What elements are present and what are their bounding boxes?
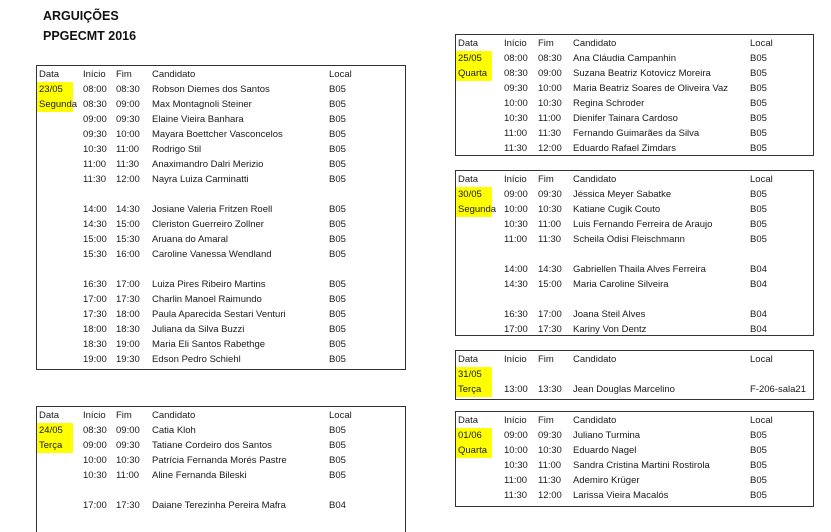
table-row	[456, 307, 813, 322]
table-row	[37, 112, 405, 127]
candidate-name: Juliana da Silva Buzzi	[152, 324, 245, 335]
start-time: 16:30	[83, 279, 107, 290]
schedule-table-2305	[36, 65, 406, 370]
end-time: 09:30	[538, 430, 562, 441]
table-header	[456, 36, 813, 51]
candidate-name: Catia Kloh	[152, 425, 196, 436]
schedule-table-3105	[455, 350, 814, 400]
end-time: 11:00	[116, 144, 140, 155]
table-header	[456, 413, 813, 428]
start-time: 17:30	[83, 309, 107, 320]
candidate-name: Maria Caroline Silveira	[573, 279, 669, 290]
table-header	[456, 172, 813, 187]
end-time: 08:30	[538, 53, 562, 64]
location: B05	[329, 129, 346, 140]
date-label: 23/05	[37, 82, 73, 97]
location: B04	[329, 500, 346, 511]
header-candidato: Candidato	[573, 354, 617, 365]
candidate-name: Gabriellen Thaila Alves Ferreira	[573, 264, 706, 275]
table-row	[456, 488, 813, 503]
table-row	[37, 172, 405, 187]
header-data: Data	[39, 69, 60, 80]
end-time: 08:30	[116, 84, 140, 95]
end-time: 11:30	[116, 159, 140, 170]
table-row	[456, 277, 813, 292]
table-row	[456, 126, 813, 141]
candidate-name: Sandra Cristina Martini Rostirola	[573, 460, 710, 471]
candidate-name: Edson Pedro Schiehl	[152, 354, 241, 365]
title-line-1: ARGUIÇÕES	[43, 9, 119, 23]
table-row	[37, 423, 405, 438]
end-time: 11:00	[538, 460, 562, 471]
table-row	[37, 142, 405, 157]
location: B05	[329, 470, 346, 481]
candidate-name: Charlin Manoel Raimundo	[152, 294, 262, 305]
date-row	[456, 367, 813, 382]
end-time: 19:00	[116, 339, 140, 350]
table-row	[37, 307, 405, 322]
start-time: 10:00	[504, 98, 528, 109]
start-time: 18:30	[83, 339, 107, 350]
end-time: 16:00	[116, 249, 140, 260]
location: B05	[750, 234, 767, 245]
header-candidato: Candidato	[573, 174, 617, 185]
location: B05	[329, 249, 346, 260]
candidate-name: Max Montagnoli Steiner	[152, 99, 252, 110]
header-local: Local	[750, 415, 773, 426]
table-row	[456, 111, 813, 126]
candidate-name: Scheila Odisi Fleischmann	[573, 234, 685, 245]
weekday-label: Segunda	[458, 204, 497, 215]
location: B05	[750, 430, 767, 441]
header-fim: Fim	[116, 410, 132, 421]
header-inicio: Início	[83, 69, 106, 80]
location: B05	[329, 440, 346, 451]
table-row	[37, 157, 405, 172]
date-label: 31/05	[456, 367, 492, 382]
candidate-name: Jéssica Meyer Sabatke	[573, 189, 672, 200]
table-row	[456, 382, 813, 397]
start-time: 15:00	[83, 234, 107, 245]
candidate-name: Robson Diemes dos Santos	[152, 84, 270, 95]
candidate-name: Joana Steil Alves	[573, 309, 646, 320]
candidate-name: Anaximandro Dalri Merizio	[152, 159, 264, 170]
end-time: 10:30	[538, 98, 562, 109]
end-time: 13:30	[538, 384, 562, 395]
end-time: 17:30	[538, 324, 562, 335]
location: B05	[329, 144, 346, 155]
table-row	[37, 217, 405, 232]
location: B05	[329, 99, 346, 110]
table-row	[37, 247, 405, 262]
start-time: 10:00	[504, 204, 528, 215]
start-time: 17:00	[83, 294, 107, 305]
candidate-name: Suzana Beatriz Kotovicz Moreira	[573, 68, 711, 79]
spacer-row	[456, 292, 813, 307]
candidate-name: Maria Eli Santos Rabethge	[152, 339, 266, 350]
table-row	[456, 141, 813, 156]
table-row	[37, 468, 405, 483]
location: B05	[329, 159, 346, 170]
table-row	[456, 428, 813, 443]
end-time: 15:00	[116, 219, 140, 230]
candidate-name: Luiza Pires Ribeiro Martins	[152, 279, 266, 290]
candidate-name: Ana Cláudia Campanhin	[573, 53, 676, 64]
header-data: Data	[458, 415, 479, 426]
start-time: 11:30	[83, 174, 107, 185]
start-time: 13:00	[504, 384, 528, 395]
location: B05	[750, 490, 767, 501]
start-time: 09:00	[83, 440, 107, 451]
location: B05	[329, 114, 346, 125]
end-time: 15:30	[116, 234, 140, 245]
date-label: 24/05	[37, 423, 73, 438]
header-candidato: Candidato	[152, 69, 196, 80]
spacer-row	[37, 187, 405, 202]
start-time: 14:00	[504, 264, 528, 275]
end-time: 17:30	[116, 500, 140, 511]
table-row	[37, 292, 405, 307]
candidate-name: Tatiane Cordeiro dos Santos	[152, 440, 272, 451]
end-time: 12:00	[116, 174, 140, 185]
header-fim: Fim	[538, 174, 554, 185]
header-candidato: Candidato	[573, 415, 617, 426]
end-time: 10:00	[116, 129, 140, 140]
table-row	[37, 97, 405, 112]
candidate-name: Elaine Vieira Banhara	[152, 114, 244, 125]
schedule-table-2405	[36, 406, 406, 532]
end-time: 11:00	[116, 470, 140, 481]
table-header	[37, 67, 405, 82]
start-time: 09:00	[504, 430, 528, 441]
header-data: Data	[39, 410, 60, 421]
candidate-name: Ademiro Krüger	[573, 475, 640, 486]
start-time: 10:00	[83, 455, 107, 466]
end-time: 09:30	[116, 440, 140, 451]
location: B05	[329, 84, 346, 95]
location: B05	[750, 83, 767, 94]
date-label: 30/05	[456, 187, 492, 202]
location: B05	[329, 339, 346, 350]
end-time: 09:00	[116, 425, 140, 436]
location: B05	[329, 294, 346, 305]
header-fim: Fim	[538, 354, 554, 365]
start-time: 10:30	[504, 219, 528, 230]
table-row	[37, 277, 405, 292]
end-time: 12:00	[538, 490, 562, 501]
spacer-row	[37, 483, 405, 498]
header-inicio: Início	[504, 415, 527, 426]
table-row	[456, 322, 813, 336]
candidate-name: Daiane Terezinha Pereira Mafra	[152, 500, 286, 511]
end-time: 17:30	[116, 294, 140, 305]
location: B05	[329, 279, 346, 290]
start-time: 16:30	[504, 309, 528, 320]
candidate-name: Josiane Valeria Fritzen Roell	[152, 204, 273, 215]
table-row	[37, 453, 405, 468]
candidate-name: Eduardo Nagel	[573, 445, 637, 456]
table-row	[456, 217, 813, 232]
weekday-label: Terça	[37, 438, 73, 453]
table-row	[456, 262, 813, 277]
end-time: 19:30	[116, 354, 140, 365]
start-time: 11:00	[504, 234, 528, 245]
start-time: 10:00	[504, 445, 528, 456]
location: B05	[750, 53, 767, 64]
table-row	[456, 187, 813, 202]
header-fim: Fim	[538, 415, 554, 426]
table-row	[456, 458, 813, 473]
header-data: Data	[458, 174, 479, 185]
table-row	[37, 498, 405, 513]
start-time: 09:00	[504, 189, 528, 200]
location: B04	[750, 279, 767, 290]
end-time: 09:00	[538, 68, 562, 79]
weekday-label: Quarta	[456, 66, 492, 81]
location: B05	[329, 455, 346, 466]
end-time: 15:00	[538, 279, 562, 290]
date-label: 01/06	[456, 428, 492, 443]
start-time: 09:30	[504, 83, 528, 94]
table-row	[456, 202, 813, 217]
candidate-name: Rodrigo Stil	[152, 144, 202, 155]
header-fim: Fim	[116, 69, 132, 80]
location: B04	[750, 309, 767, 320]
candidate-name: Kariny Von Dentz	[573, 324, 647, 335]
spacer-row	[37, 262, 405, 277]
candidate-name: Cleriston Guerreiro Zollner	[152, 219, 264, 230]
candidate-name: Aline Fernanda Bileski	[152, 470, 247, 481]
candidate-name: Katiane Cugik Couto	[573, 204, 661, 215]
location: B05	[329, 234, 346, 245]
header-data: Data	[458, 354, 479, 365]
start-time: 10:30	[83, 144, 107, 155]
location: B05	[750, 445, 767, 456]
end-time: 14:30	[538, 264, 562, 275]
date-label: 25/05	[456, 51, 492, 66]
start-time: 18:00	[83, 324, 107, 335]
end-time: 11:30	[538, 128, 562, 139]
end-time: 10:00	[538, 83, 562, 94]
table-row	[37, 352, 405, 367]
location: B04	[750, 324, 767, 335]
start-time: 19:00	[83, 354, 107, 365]
start-time: 11:00	[504, 128, 528, 139]
table-row	[456, 81, 813, 96]
end-time: 11:00	[538, 219, 562, 230]
location: B05	[750, 98, 767, 109]
candidate-name: Patrícia Fernanda Morés Pastre	[152, 455, 287, 466]
start-time: 10:30	[83, 470, 107, 481]
schedule-table-0106	[455, 411, 814, 507]
start-time: 11:30	[504, 490, 528, 501]
end-time: 10:30	[538, 204, 562, 215]
start-time: 08:00	[83, 84, 107, 95]
location: B05	[329, 425, 346, 436]
start-time: 15:30	[83, 249, 107, 260]
candidate-name: Maria Beatriz Soares de Oliveira Vaz	[573, 83, 729, 94]
candidate-name: Nayra Luiza Carminatti	[152, 174, 249, 185]
end-time: 17:00	[538, 309, 562, 320]
weekday-label: Segunda	[39, 99, 78, 110]
end-time: 17:00	[116, 279, 140, 290]
schedule-table-2505	[455, 34, 814, 156]
end-time: 09:00	[116, 99, 140, 110]
location: B05	[750, 460, 767, 471]
candidate-name: Fernando Guimarães da Silva	[573, 128, 700, 139]
table-row	[37, 82, 405, 97]
header-local: Local	[329, 69, 352, 80]
start-time: 08:30	[83, 99, 107, 110]
candidate-name: Aruana do Amaral	[152, 234, 229, 245]
location: B05	[750, 189, 767, 200]
header-inicio: Início	[504, 174, 527, 185]
end-time: 09:30	[538, 189, 562, 200]
start-time: 14:00	[83, 204, 107, 215]
end-time: 12:00	[538, 143, 562, 154]
start-time: 10:30	[504, 460, 528, 471]
table-row	[37, 438, 405, 453]
location: B05	[750, 113, 767, 124]
candidate-name: Dienifer Tainara Cardoso	[573, 113, 678, 124]
start-time: 08:00	[504, 53, 528, 64]
schedule-table-3005	[455, 170, 814, 336]
start-time: 08:30	[83, 425, 107, 436]
end-time: 18:00	[116, 309, 140, 320]
start-time: 11:00	[83, 159, 107, 170]
end-time: 14:30	[116, 204, 140, 215]
start-time: 14:30	[504, 279, 528, 290]
header-data: Data	[458, 38, 479, 49]
location: B04	[750, 264, 767, 275]
header-local: Local	[750, 38, 773, 49]
table-row	[37, 337, 405, 352]
location: B05	[750, 68, 767, 79]
header-candidato: Candidato	[152, 410, 196, 421]
end-time: 11:30	[538, 234, 562, 245]
start-time: 09:00	[83, 114, 107, 125]
end-time: 18:30	[116, 324, 140, 335]
spacer-row	[456, 247, 813, 262]
location: F-206-sala21	[750, 384, 806, 395]
header-local: Local	[750, 174, 773, 185]
candidate-name: Regina Schroder	[573, 98, 645, 109]
candidate-name: Jean Douglas Marcelino	[573, 384, 675, 395]
location: B05	[750, 204, 767, 215]
table-row	[456, 473, 813, 488]
location: B05	[329, 204, 346, 215]
table-row	[456, 232, 813, 247]
table-row	[37, 232, 405, 247]
location: B05	[329, 174, 346, 185]
candidate-name: Juliano Turmina	[573, 430, 641, 441]
start-time: 17:00	[83, 500, 107, 511]
start-time: 10:30	[504, 113, 528, 124]
table-row	[456, 66, 813, 81]
header-inicio: Início	[504, 38, 527, 49]
end-time: 11:00	[538, 113, 562, 124]
end-time: 09:30	[116, 114, 140, 125]
header-inicio: Início	[83, 410, 106, 421]
end-time: 11:30	[538, 475, 562, 486]
start-time: 08:30	[504, 68, 528, 79]
location: B05	[329, 324, 346, 335]
end-time: 10:30	[538, 445, 562, 456]
start-time: 17:00	[504, 324, 528, 335]
table-row	[456, 443, 813, 458]
location: B05	[750, 143, 767, 154]
header-local: Local	[750, 354, 773, 365]
table-row	[37, 127, 405, 142]
header-inicio: Início	[504, 354, 527, 365]
title-line-2: PPGECMT 2016	[43, 29, 137, 43]
table-row	[37, 322, 405, 337]
table-row	[456, 51, 813, 66]
location: B05	[329, 219, 346, 230]
location: B05	[750, 128, 767, 139]
weekday-label: Quarta	[456, 443, 492, 458]
candidate-name: Paula Aparecida Sestari Venturi	[152, 309, 286, 320]
header-local: Local	[329, 410, 352, 421]
header-candidato: Candidato	[573, 38, 617, 49]
location: B05	[750, 219, 767, 230]
start-time: 09:30	[83, 129, 107, 140]
candidate-name: Caroline Vanessa Wendland	[152, 249, 272, 260]
start-time: 14:30	[83, 219, 107, 230]
header-fim: Fim	[538, 38, 554, 49]
location: B05	[329, 354, 346, 365]
candidate-name: Larissa Vieira Macalós	[573, 490, 669, 501]
weekday-label: Terça	[456, 382, 492, 397]
candidate-name: Luis Fernando Ferreira de Araujo	[573, 219, 713, 230]
table-header	[37, 408, 405, 423]
end-time: 10:30	[116, 455, 140, 466]
location: B05	[329, 309, 346, 320]
candidate-name: Mayara Boettcher Vasconcelos	[152, 129, 283, 140]
start-time: 11:00	[504, 475, 528, 486]
location: B05	[750, 475, 767, 486]
table-row	[456, 96, 813, 111]
candidate-name: Eduardo Rafael Zimdars	[573, 143, 676, 154]
start-time: 11:30	[504, 143, 528, 154]
table-header	[456, 352, 813, 367]
table-row	[37, 202, 405, 217]
